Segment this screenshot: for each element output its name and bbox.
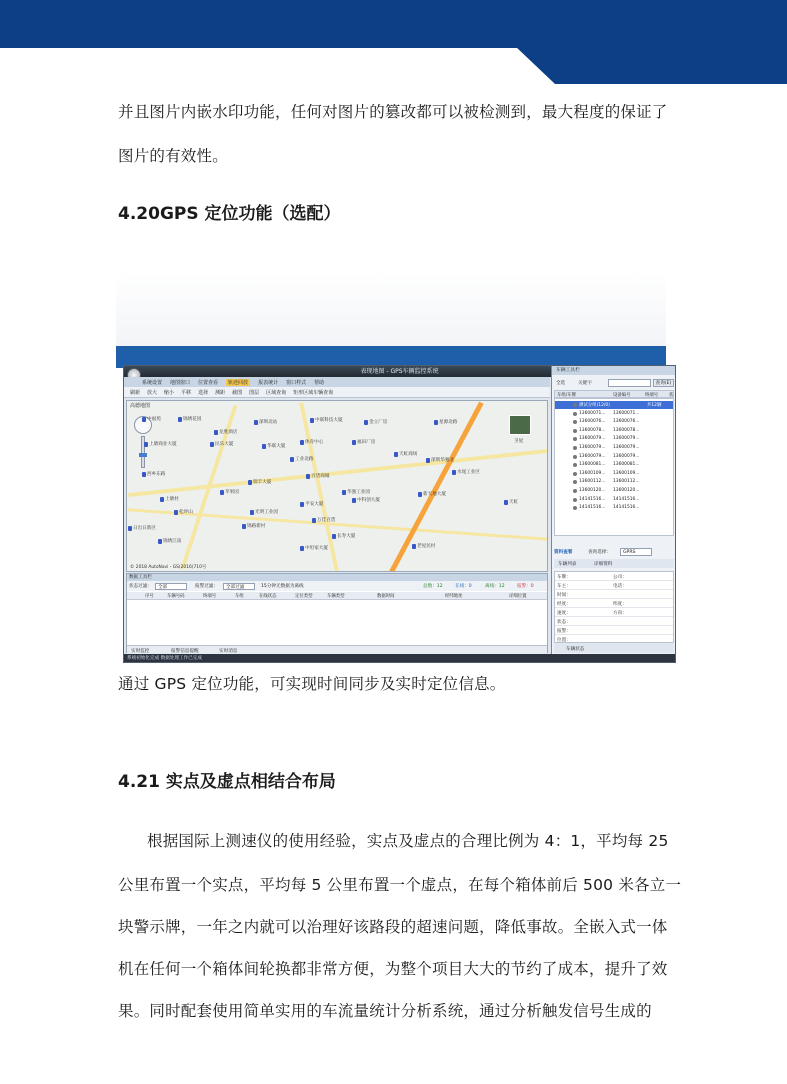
- vehicle-status-icon: [573, 472, 577, 476]
- map-marker-icon[interactable]: [262, 444, 266, 449]
- map-tab[interactable]: 高德地图: [130, 403, 151, 409]
- column-header: 定位类型: [295, 594, 313, 599]
- select-all-checkbox[interactable]: 全选: [556, 381, 566, 386]
- map-label: 新天地大厦: [423, 492, 446, 497]
- map-label: 深圳北站: [259, 420, 278, 425]
- column-header: 经纬地址: [445, 594, 463, 599]
- detail-label: 车主：: [557, 583, 571, 589]
- vehicle-status-icon: [573, 506, 577, 510]
- vehicle-plate: 13600071...: [579, 410, 606, 416]
- map-label: 长寿大厦: [337, 534, 356, 539]
- detail-label: 速度：: [557, 610, 571, 616]
- vehicle-row[interactable]: [555, 401, 673, 409]
- vehicle-device-id: 13600076...: [613, 419, 640, 425]
- map-marker-icon[interactable]: [332, 534, 336, 539]
- map-label: 水尾工业区: [457, 470, 480, 475]
- alarm-filter-label: 报警过滤：: [195, 584, 218, 589]
- count-alarm: 报警：0: [517, 584, 534, 589]
- map-label: 光明工业园: [255, 510, 278, 515]
- vehicle-subtabs: [554, 559, 674, 568]
- tab-info-view[interactable]: 资料查看: [554, 550, 573, 555]
- keyword-input[interactable]: [608, 379, 651, 387]
- menu-item[interactable]: 位置查看: [198, 379, 219, 386]
- vehicle-plate: 14141516...: [579, 505, 606, 511]
- vehicle-terminal: 共12辆: [647, 403, 662, 408]
- tab-alarm-alerts[interactable]: 报警信息提醒: [171, 648, 199, 654]
- menu-bar: [124, 377, 550, 387]
- column-header: 终端号: [203, 594, 217, 599]
- map-label: 万佳百货: [317, 518, 336, 523]
- map-label: 工业北路: [295, 457, 314, 462]
- menu-item[interactable]: 帮助: [314, 379, 325, 386]
- vehicle-row[interactable]: [555, 418, 673, 426]
- map-label: 龙胜酒店: [219, 430, 238, 435]
- count-online: 在线：0: [455, 584, 472, 589]
- query-select[interactable]: GPRS: [620, 548, 652, 556]
- data-panel: [126, 573, 548, 653]
- map-copyright: © 2018 AutoNavi - GS(2016)710号: [130, 565, 207, 570]
- map-marker-icon[interactable]: [312, 518, 316, 523]
- vehicle-row[interactable]: [555, 444, 673, 452]
- detail-label: 电话：: [613, 583, 627, 589]
- gps-monitor-screenshot: [123, 365, 676, 663]
- satellite-toggle-icon[interactable]: [509, 415, 531, 435]
- map-zoom-knob[interactable]: [139, 453, 147, 457]
- vehicle-row[interactable]: [555, 496, 673, 504]
- map-marker-icon[interactable]: [144, 442, 148, 447]
- vehicle-row[interactable]: [555, 487, 673, 495]
- vehicle-plate: 14141516...: [579, 496, 606, 502]
- detail-label: 报警：: [557, 628, 571, 634]
- map-marker-icon[interactable]: [174, 510, 178, 515]
- column-header: 车辆类型: [327, 594, 345, 599]
- map-zoom-slider[interactable]: [141, 436, 145, 468]
- detail-row: [555, 581, 673, 590]
- map-marker-icon[interactable]: [158, 539, 162, 544]
- vehicle-panel: [551, 366, 676, 654]
- vehicle-search: [552, 378, 676, 388]
- map-label: 深圳华强北: [431, 458, 454, 463]
- vehicle-row[interactable]: [555, 461, 673, 469]
- vehicle-status-icon: [573, 489, 577, 493]
- vehicle-device-id: 13600081...: [613, 462, 640, 468]
- map-label: 中福苑: [147, 417, 161, 422]
- keyword-label: 关键字: [578, 381, 592, 386]
- toolbar-zoom-in-button[interactable]: 放大: [147, 389, 158, 396]
- body-text-line: 机在任何一个箱体间轮换都非常方便，为整个项目大大的节约了成本，提升了效: [118, 960, 668, 978]
- map-marker-icon[interactable]: [142, 472, 146, 477]
- vehicle-plate: 13600078...: [579, 427, 606, 433]
- map-marker-icon[interactable]: [310, 418, 314, 423]
- vehicle-status-tab[interactable]: 车辆状态: [554, 644, 674, 653]
- body-text-line: 公里布置一个实点，平均每 5 公里布置一个虚点，在每个箱体前后 500 米各立一: [118, 876, 682, 894]
- vehicle-row[interactable]: [555, 504, 673, 512]
- offline-rule-checkbox[interactable]: 15分钟无数据为离线: [261, 584, 304, 589]
- map-label: 中科创大厦: [357, 498, 380, 503]
- map-label: 天虹: [509, 500, 519, 505]
- map-marker-icon[interactable]: [248, 480, 252, 485]
- count-total: 总数：12: [423, 584, 443, 589]
- map-marker-icon[interactable]: [364, 420, 368, 425]
- query-select-label: 查询选择：: [588, 550, 611, 555]
- map-label: 锦绣花园: [183, 417, 202, 422]
- map-label: 华强工业园: [347, 490, 370, 495]
- vehicle-device-id: 13600079...: [613, 436, 640, 442]
- vehicle-row[interactable]: [555, 478, 673, 486]
- map-marker-icon[interactable]: [250, 510, 254, 515]
- map-label: 民乐大厦: [215, 442, 234, 447]
- map-label: 锦路新村: [247, 524, 266, 529]
- body-text-line: 并且图片内嵌水印功能，任何对图片的篡改都可以被检测到，最大程度的保证了: [118, 103, 668, 121]
- figure-caption: 通过 GPS 定位功能，可实现时间同步及实时定位信息。: [118, 675, 506, 693]
- toolbar-refresh-button[interactable]: 刷新: [130, 389, 141, 396]
- map-marker-icon[interactable]: [242, 524, 246, 529]
- detail-label: 时间：: [557, 592, 571, 598]
- vehicle-plate: 13600079...: [579, 445, 606, 450]
- vehicle-device-id: 13600079...: [613, 445, 640, 450]
- map-label: 星源北路: [439, 420, 458, 425]
- vehicle-status-icon: [573, 420, 577, 424]
- map-label: 华联大厦: [267, 444, 286, 449]
- vehicle-status-icon: [573, 480, 577, 484]
- toolbar-rect-query-button[interactable]: 矩形区域车辆查询: [293, 389, 334, 396]
- alarm-filter-select[interactable]: 全部过滤: [223, 583, 255, 590]
- detail-tabs: [554, 548, 674, 557]
- map-label: 体育中心: [305, 440, 324, 445]
- detail-row: [555, 599, 673, 608]
- column-header: 状: [669, 393, 674, 398]
- tab-details[interactable]: 详细资料: [594, 561, 613, 567]
- column-header: 车组: [235, 594, 244, 599]
- map-label: 瑞丰大厦: [253, 480, 272, 485]
- tab-realtime-monitor[interactable]: 实时监控: [131, 648, 150, 654]
- map-marker-icon[interactable]: [178, 417, 182, 422]
- detail-label: 公司：: [613, 574, 627, 580]
- vehicle-device-id: 13600078...: [613, 427, 640, 433]
- column-header: 在线状态: [259, 594, 277, 599]
- map-label: 平安大厦: [305, 502, 324, 507]
- toolbar-layer-button[interactable]: 图层: [249, 389, 260, 396]
- vehicle-panel-title: 车辆工具栏: [552, 366, 676, 375]
- toolbar-area-query-button[interactable]: 区域查询: [266, 389, 287, 396]
- vehicle-plate: 13600076...: [579, 419, 606, 425]
- vehicle-device-id: 13600120...: [613, 488, 640, 493]
- menu-item[interactable]: 地图窗口: [170, 379, 191, 386]
- vehicle-list-header: [554, 390, 674, 398]
- satellite-label: 卫星: [514, 439, 524, 444]
- tab-realtime-messages[interactable]: 实时消息: [219, 648, 238, 654]
- map-marker-icon[interactable]: [300, 546, 304, 551]
- map-marker-icon[interactable]: [160, 497, 164, 502]
- toolbar-zoom-out-button[interactable]: 缩小: [164, 389, 175, 396]
- map-marker-icon[interactable]: [300, 502, 304, 507]
- map-marker-icon[interactable]: [290, 457, 294, 462]
- filter-bar: [127, 581, 547, 591]
- vehicle-status-icon: [573, 403, 577, 407]
- vehicle-row[interactable]: [555, 435, 673, 443]
- vehicle-device-id: 13600071...: [613, 410, 640, 416]
- menu-item[interactable]: 窗口样式: [286, 379, 307, 386]
- vehicle-device-id: 13600112...: [613, 479, 640, 485]
- vehicle-plate: 测试分组(12/0): [579, 403, 610, 408]
- map-label: 锦绣江南: [163, 539, 182, 544]
- vehicle-status-icon: [573, 446, 577, 450]
- app-title: 表现地图 - GPS车辆监控系统: [124, 366, 675, 377]
- column-header: 车辆号码: [167, 594, 185, 599]
- vehicle-plate: 13600079...: [579, 436, 606, 442]
- column-header: 设备编号: [613, 393, 631, 398]
- column-header: 终端号: [645, 393, 659, 398]
- map-marker-icon[interactable]: [418, 492, 422, 497]
- map-view[interactable]: [126, 400, 548, 572]
- map-marker-icon[interactable]: [394, 452, 398, 457]
- vehicle-status-icon: [573, 498, 577, 502]
- column-header: 车组/车牌: [557, 393, 577, 398]
- body-text-line: 果。同时配套使用简单实用的车流量统计分析系统，通过分析触发信号生成的: [118, 1002, 652, 1020]
- map-label: 百货商城: [311, 474, 330, 479]
- vehicle-status-icon: [573, 437, 577, 441]
- detail-label: 状态：: [557, 619, 571, 625]
- map-marker-icon[interactable]: [426, 458, 430, 463]
- map-marker-icon[interactable]: [342, 490, 346, 495]
- detail-row: [555, 590, 673, 599]
- map-marker-icon[interactable]: [220, 490, 224, 495]
- vehicle-status-icon: [573, 463, 577, 467]
- status-filter-label: 状态过滤：: [129, 584, 152, 589]
- tab-vehicle-list[interactable]: 车辆列表: [558, 561, 577, 567]
- map-label: 松坪山: [179, 510, 193, 515]
- column-header: 数据时间: [377, 594, 395, 599]
- column-header: 序号: [145, 594, 154, 599]
- detail-label: 经度：: [557, 601, 571, 607]
- vehicle-detail-form: [554, 571, 674, 643]
- map-marker-icon[interactable]: [504, 500, 508, 505]
- detail-label: 纬度：: [613, 601, 627, 607]
- vehicle-row[interactable]: [555, 427, 673, 435]
- detail-row: [555, 572, 673, 581]
- vehicle-device-id: 14141516...: [613, 496, 640, 502]
- status-filter-select[interactable]: 全部: [155, 583, 187, 590]
- map-label: 日出日新区: [133, 526, 156, 531]
- vehicle-device-id: 13600079...: [613, 453, 640, 459]
- vehicle-plate: 13600081...: [579, 462, 606, 468]
- map-marker-icon[interactable]: [300, 440, 304, 445]
- figure-background: [116, 272, 666, 348]
- map-marker-icon[interactable]: [352, 440, 356, 445]
- map-road: [128, 449, 548, 497]
- body-text-line: 块警示牌，一年之内就可以治理好该路段的超速问题，降低事故。全嵌入式一体: [118, 918, 668, 936]
- map-marker-icon[interactable]: [306, 474, 310, 479]
- detail-label: 方向：: [613, 610, 627, 616]
- map-marker-icon[interactable]: [142, 417, 146, 422]
- detail-row: [555, 617, 673, 626]
- map-marker-icon[interactable]: [452, 470, 456, 475]
- detail-row: [555, 626, 673, 635]
- map-marker-icon[interactable]: [412, 544, 416, 549]
- vehicle-plate: 13600079...: [579, 453, 606, 459]
- vehicle-plate: 13600109...: [579, 470, 606, 476]
- map-label: 苹果园: [225, 490, 239, 495]
- map-label: 福田厂房: [357, 440, 376, 445]
- vehicle-row[interactable]: [555, 453, 673, 461]
- map-label: 西乡东路: [147, 472, 166, 477]
- vehicle-status-icon: [573, 412, 577, 416]
- vehicle-tree[interactable]: [554, 398, 674, 536]
- search-button[interactable]: 查询(E): [653, 379, 674, 387]
- column-header: 详细位置: [509, 594, 527, 599]
- map-label: 上塘商业大厦: [149, 442, 177, 447]
- map-marker-icon[interactable]: [214, 430, 218, 435]
- vehicle-status-icon: [573, 429, 577, 433]
- detail-label: 位置：: [557, 637, 571, 643]
- section-heading: 4.21 实点及虚点相结合布局: [118, 772, 336, 792]
- toolbar-measure-button[interactable]: 测距: [215, 389, 226, 396]
- toolbar-pan-button[interactable]: 平移: [181, 389, 192, 396]
- vehicle-plate: 13600112...: [579, 479, 606, 485]
- data-panel-title: 数据工具栏: [127, 574, 547, 581]
- section-heading: 4.20GPS 定位功能（选配）: [118, 204, 341, 224]
- map-marker-icon[interactable]: [210, 442, 214, 447]
- vehicle-row[interactable]: [555, 410, 673, 418]
- page-header-band: [0, 0, 787, 84]
- body-text-line: 根据国际上测速仪的使用经验，实点及虚点的合理比例为 4：1，平均每 25: [147, 832, 669, 850]
- detail-row: [555, 608, 673, 617]
- map-label: 中联科技大厦: [315, 418, 343, 423]
- map-label: 天虹商场: [399, 452, 418, 457]
- map-marker-icon[interactable]: [352, 498, 356, 503]
- map-marker-icon[interactable]: [254, 420, 258, 425]
- detail-row: [555, 635, 673, 644]
- table-header: [127, 592, 547, 600]
- vehicle-status-icon: [573, 455, 577, 459]
- vehicle-row[interactable]: [555, 470, 673, 478]
- menu-item[interactable]: 系统设置: [142, 379, 163, 386]
- bottom-tabs: [127, 645, 547, 654]
- vehicle-device-id: 13600109...: [613, 470, 640, 476]
- map-label: 金立厂房: [369, 420, 388, 425]
- status-bar: 系统初始化完成 数据处理工作已完成: [124, 654, 675, 663]
- vehicle-plate: 13600120...: [579, 488, 606, 493]
- count-offline: 离线：12: [485, 584, 505, 589]
- map-label: 中坦家大厦: [305, 546, 328, 551]
- vehicle-device-id: 14141516...: [613, 505, 640, 511]
- body-text-line: 图片的有效性。: [118, 147, 228, 165]
- map-marker-icon[interactable]: [128, 526, 132, 531]
- map-label: 上塘村: [165, 497, 179, 502]
- toolbar-select-button[interactable]: 选择: [198, 389, 209, 396]
- map-label: 老屋民村: [417, 544, 436, 549]
- map-marker-icon[interactable]: [434, 420, 438, 425]
- map-toolbar: [124, 387, 550, 398]
- menu-item[interactable]: 轨迹回放: [228, 379, 249, 386]
- detail-label: 车牌：: [557, 574, 571, 580]
- toolbar-screenshot-button[interactable]: 截图: [232, 389, 243, 396]
- menu-item[interactable]: 报表统计: [258, 379, 279, 386]
